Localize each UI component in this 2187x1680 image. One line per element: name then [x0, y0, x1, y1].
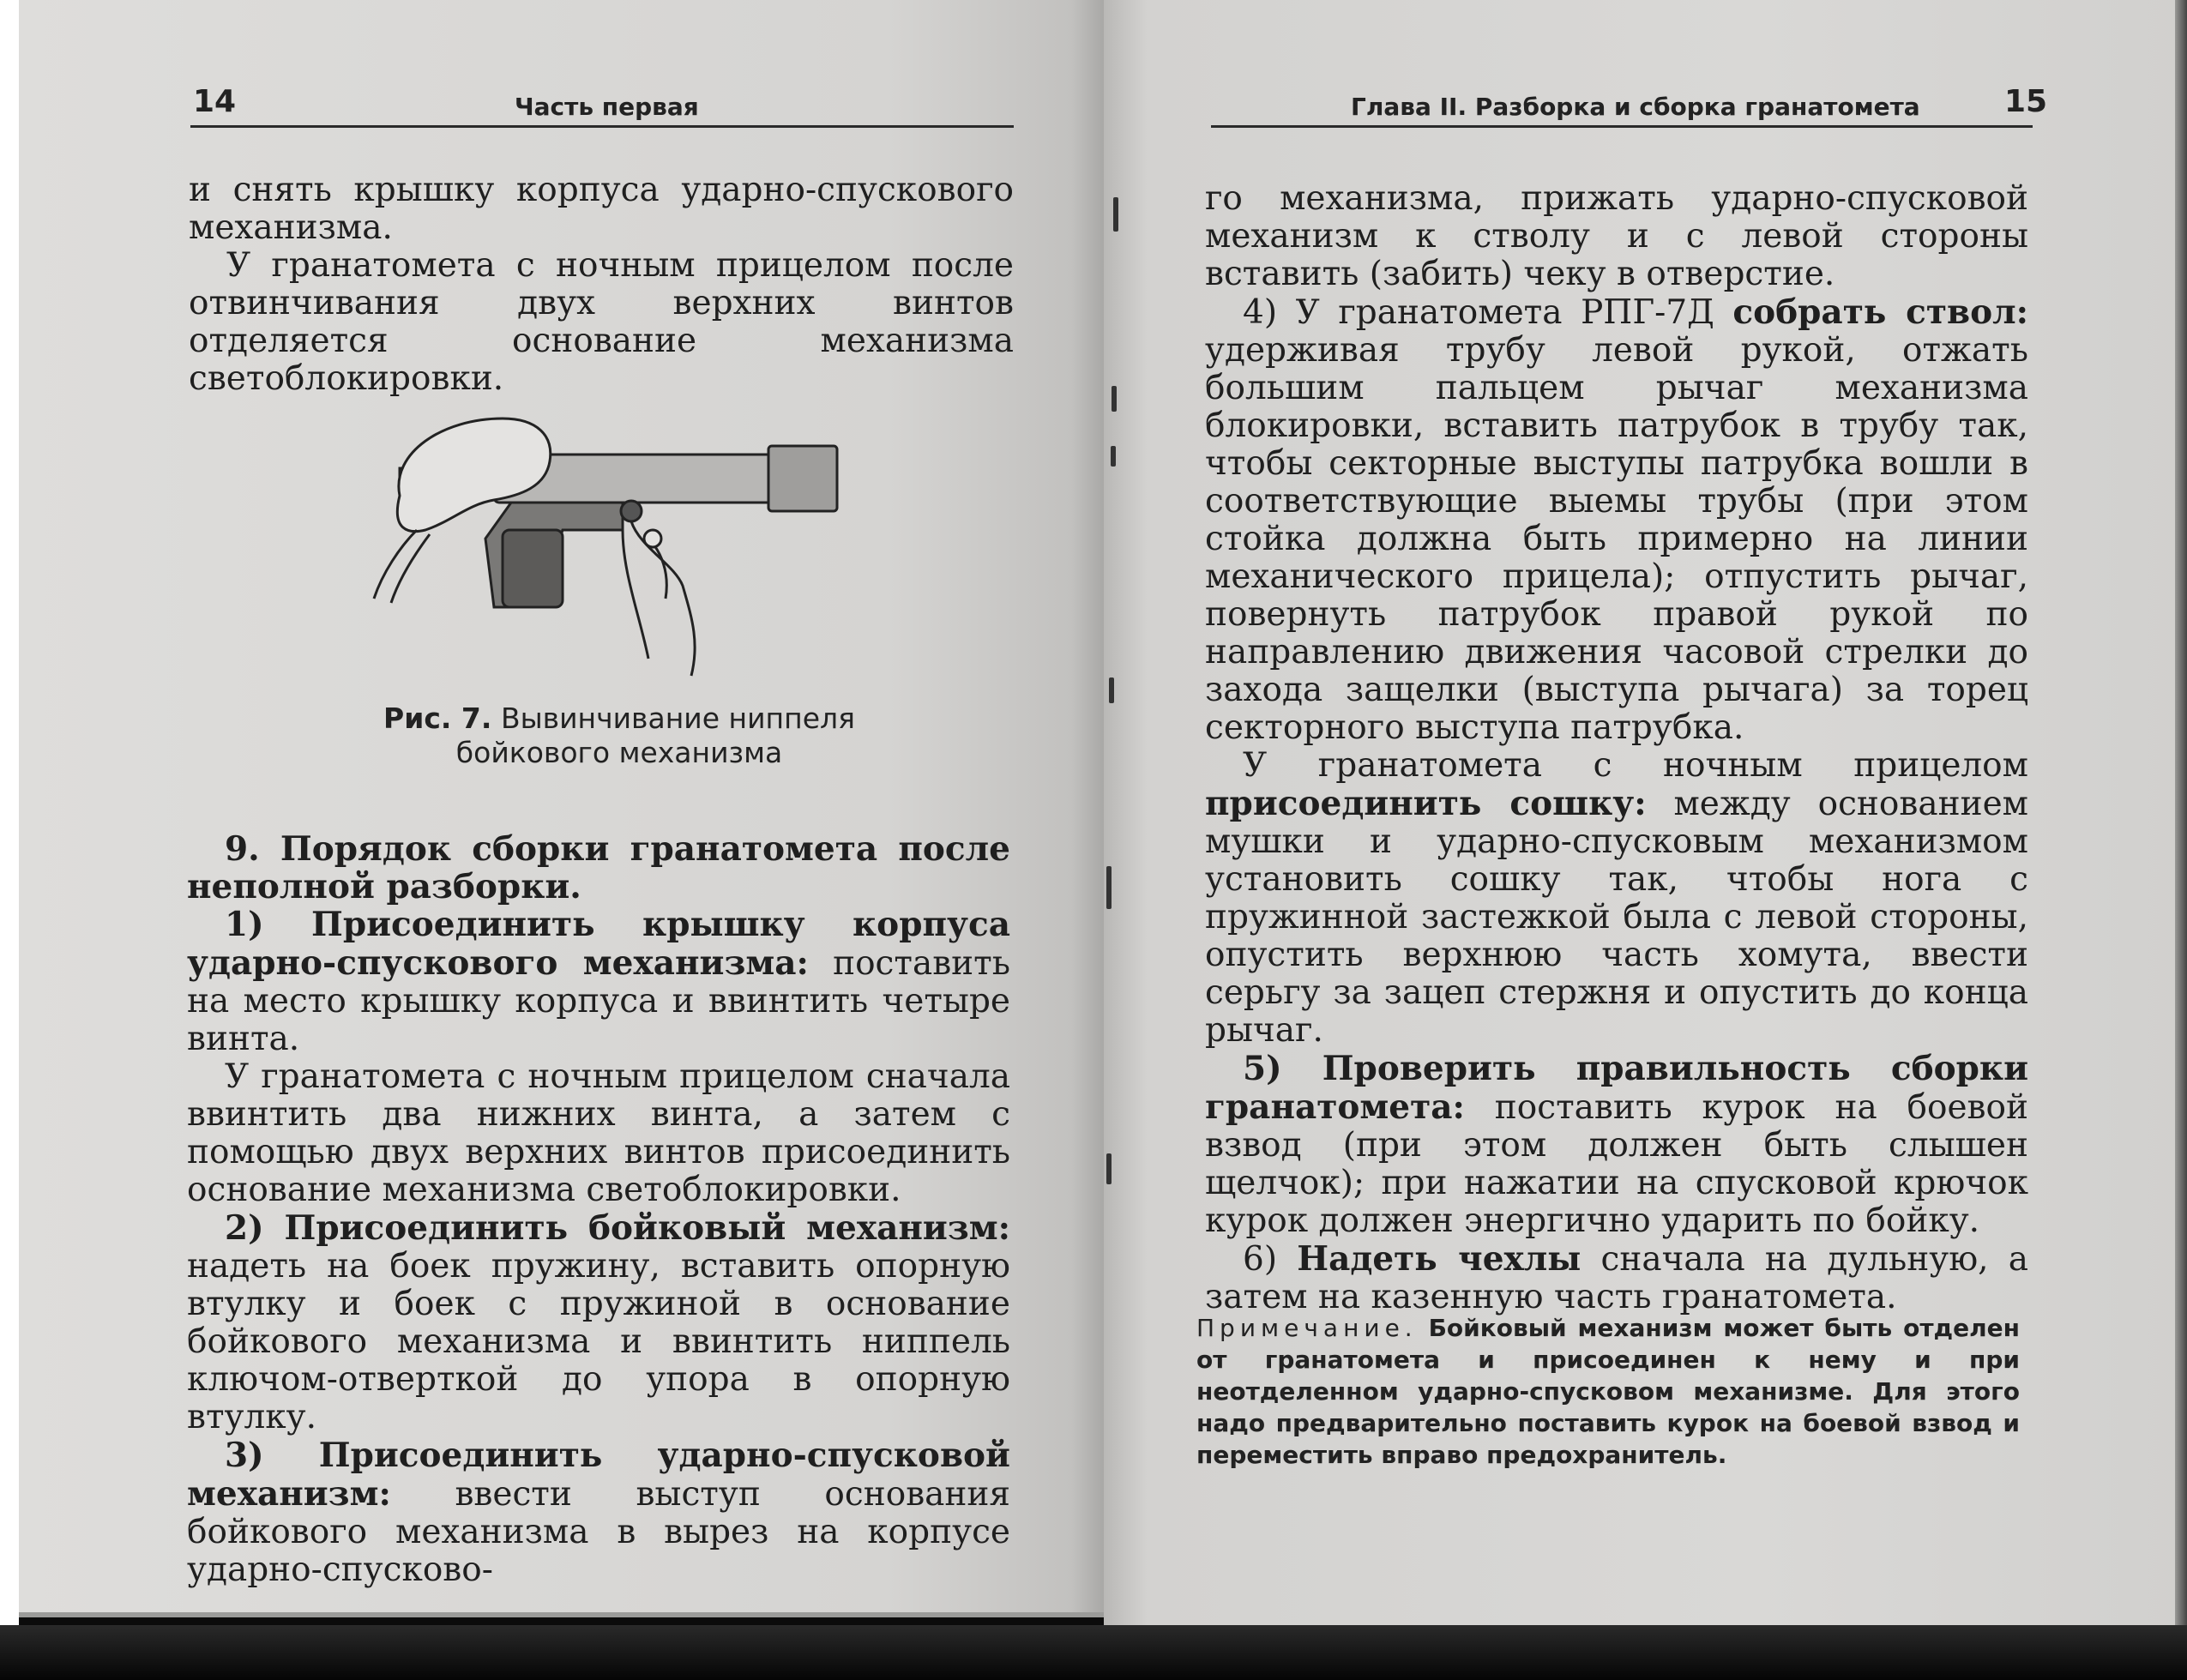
page-number-left: 14	[193, 84, 237, 119]
step-title: 2) Присоединить бойковый механизм:	[225, 1208, 1010, 1248]
left-text-section9	[187, 830, 1010, 1589]
step-title: 1) Присоединить крышку корпуса ударно-спускового механизма:	[187, 905, 1010, 983]
figure-7-illustration	[365, 401, 863, 693]
left-page	[19, 0, 1104, 1617]
figure-caption	[345, 702, 894, 770]
paragraph	[1205, 293, 2028, 747]
right-text	[1205, 180, 2028, 1316]
step-text: поставить курок на боевой взвод (при этом должен быть слышен щелчок); при нажатии на спусковой крючок курок должен энергично ударить по бойку.	[1205, 1088, 2028, 1240]
paragraph: У гранатомета с ночным прицелом сначала ввинтить два нижних винта, а затем с помощью двух верхних винтов присоединить основание механизма светоблокировки.	[187, 1057, 1010, 1209]
step-text: сначала на дульную, а затем на казенную часть гранатомета.	[1205, 1240, 2028, 1316]
step-title: 5) Проверить правильность сборки гранатомета:	[1205, 1049, 2028, 1127]
binding-mark	[1112, 386, 1117, 412]
header-rule-right	[1211, 125, 2033, 128]
step-lead: У гранатомета с ночным прицелом	[1243, 746, 2028, 785]
running-title-left: Часть первая	[515, 93, 699, 121]
step-text: ввести выступ основания бойкового механизма в вырез на корпусе ударно-спусково-	[187, 1475, 1010, 1589]
binding-mark	[1113, 197, 1118, 232]
footnote	[1196, 1312, 2020, 1471]
figure-caption-text: Вывинчивание ниппеля бойкового механизма	[455, 702, 855, 769]
page-edge-shadow	[2175, 0, 2187, 1634]
binding-mark	[1109, 677, 1114, 703]
scan-margin	[0, 0, 19, 1680]
paragraph	[187, 1436, 1010, 1589]
section-heading: 9. Порядок сборки гранатомета после неполной разборки.	[187, 829, 1010, 906]
binding-mark	[1106, 1153, 1112, 1184]
paragraph: го механизма, прижать ударно-спусковой механизм к стволу и с левой стороны вставить (забить) чеку в отверстие.	[1205, 179, 2028, 293]
step-title: Надеть чехлы	[1297, 1239, 1582, 1279]
step-text: надеть на боек пружину, вставить опорную втулку и боек с пружиной в основание бойкового механизма и ввинтить ниппель ключом-отверткой до упора в опорную втулку.	[187, 1247, 1010, 1436]
paragraph: У гранатомета с ночным прицелом после отвинчивания двух верхних винтов отделяется основание механизма светоблокировки.	[189, 246, 1014, 398]
note-label: Примечание.	[1196, 1314, 1418, 1342]
step-lead: 6)	[1243, 1240, 1298, 1279]
scan-bottom-edge	[0, 1625, 2187, 1680]
paragraph: и снять крышку корпуса ударно-спускового механизма.	[189, 171, 1014, 247]
running-title-right: Глава II. Разборка и сборка гранатомета	[1351, 93, 1920, 121]
paragraph	[1205, 1050, 2028, 1240]
header-rule-left	[190, 125, 1014, 128]
step-text: удерживая трубу левой рукой, отжать большим пальцем рычаг механизма блокировки, вставить патрубок в трубу так, чтобы секторные выступы патрубка вошли в соответствующие выемы трубы (при этом стойка должна быть примерно на линии механического прицела); отпустить рычаг, повернуть патрубок правой рукой по направлению движения часовой стрелки до захода защелки (выступа рычага) за торец секторного выступа патрубка.	[1205, 331, 2028, 747]
step-text: между основанием мушки и ударно-спусковым механизмом установить сошку так, чтобы нога с пружинной застежкой была с левой стороны, опустить верхнюю часть хомута, ввести серьгу за зацеп стержня и опустить до конца рычаг.	[1205, 785, 2028, 1050]
note-text: Бойковый механизм может быть отделен от гранатомета и присоединен к нему и при неотделенном ударно-спусковом механизме. Для этого надо предварительно поставить курок на боевой взвод и переместить вправо предохранитель.	[1196, 1314, 2020, 1469]
step-title: 3) Присоединить ударно-спусковой механизм:	[187, 1436, 1010, 1514]
binding-mark	[1111, 446, 1116, 467]
step-text: поставить на место крышку корпуса и ввинтить четыре винта.	[187, 944, 1010, 1058]
page-number-right: 15	[2004, 84, 2048, 119]
left-text-top	[189, 172, 1014, 398]
paragraph	[1205, 747, 2028, 1050]
step-title: собрать ствол:	[1732, 292, 2028, 332]
paragraph	[187, 1209, 1010, 1436]
paragraph	[1205, 1240, 2028, 1316]
paragraph	[187, 906, 1010, 1058]
step-title: присоединить сошку:	[1205, 784, 1647, 823]
figure-caption-label: Рис. 7.	[383, 702, 492, 735]
step-lead: 4) У гранатомета РПГ-7Д	[1243, 293, 1733, 332]
binding-mark	[1106, 866, 1112, 909]
